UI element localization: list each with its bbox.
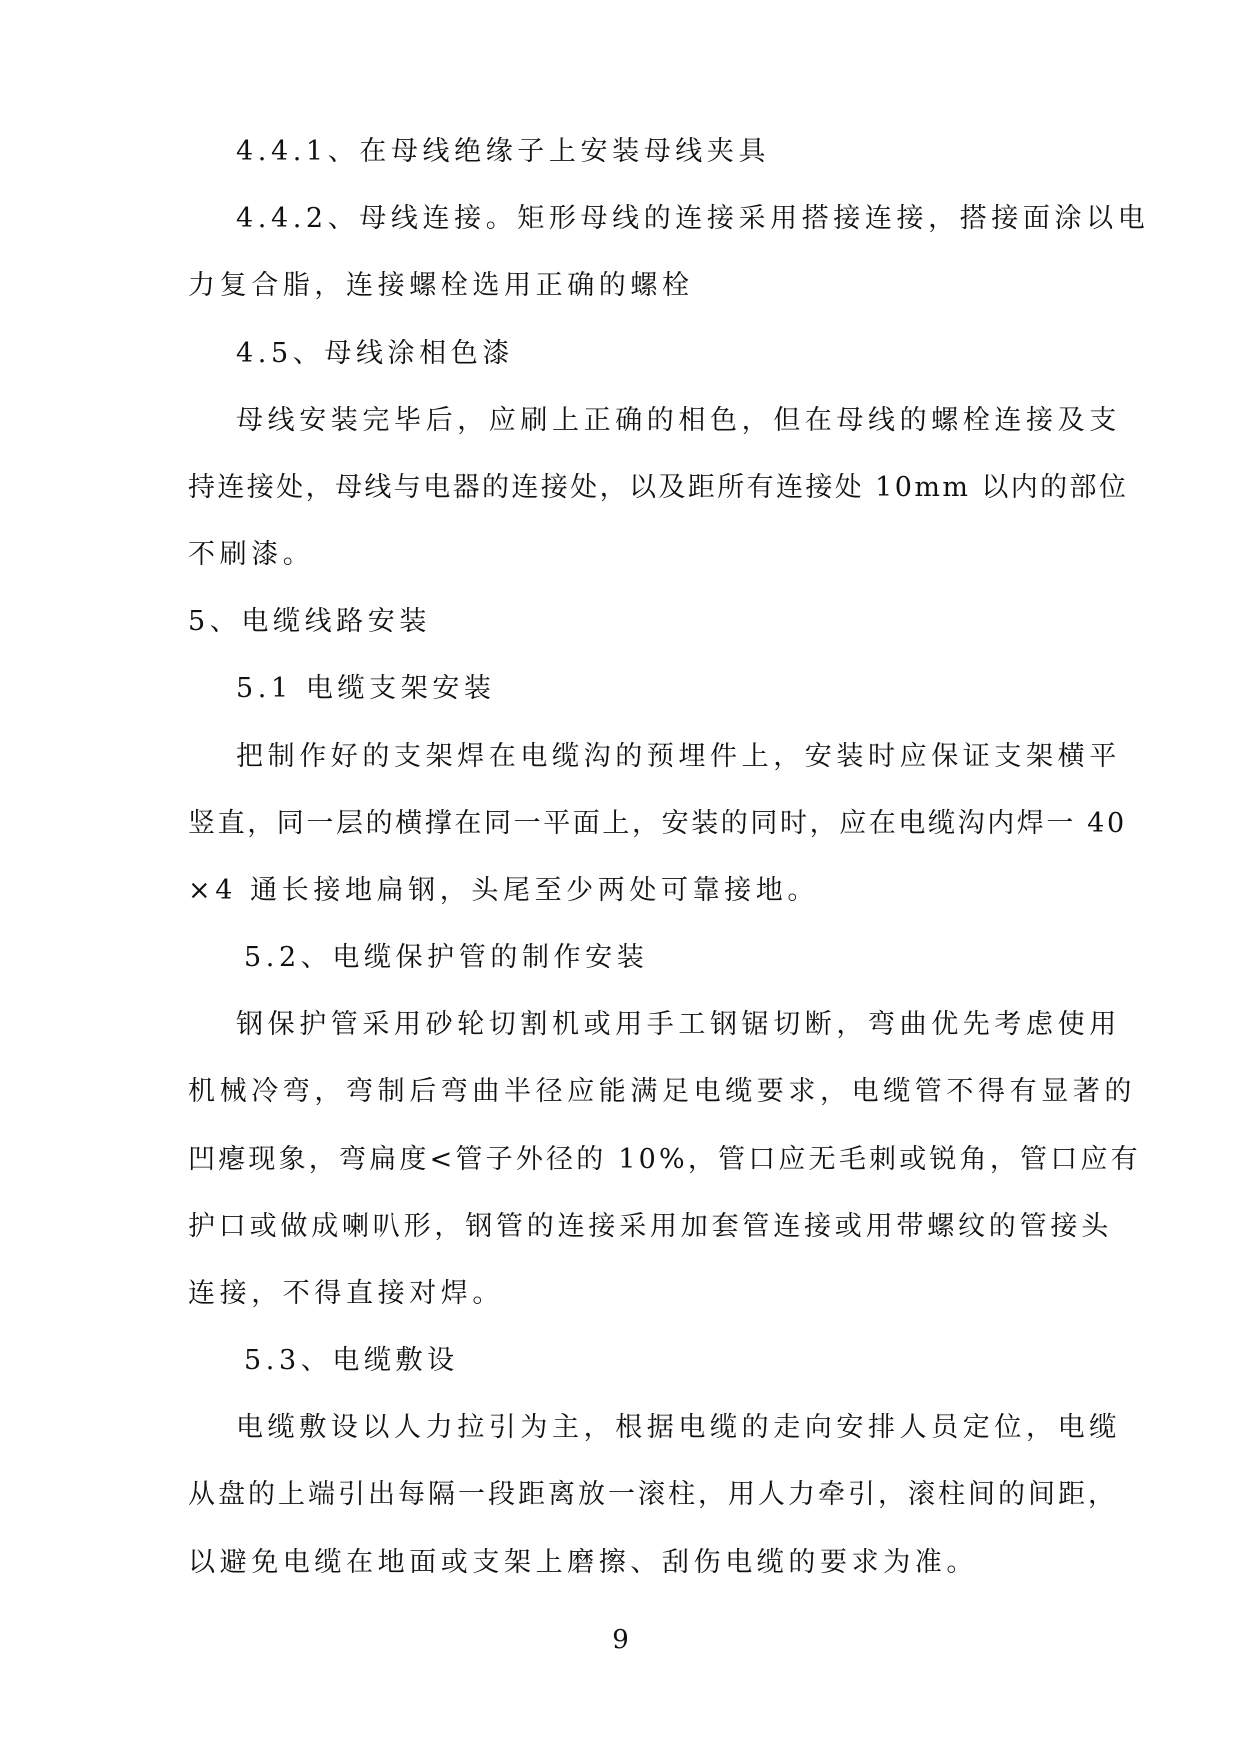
heading-4-5: 4.5、母线涂相色漆: [236, 338, 514, 369]
paragraph-4-5-line-3: 不刷漆。: [188, 539, 315, 570]
paragraph-4-4-2-line-1: 4.4.2、母线连接。矩形母线的连接采用搭接连接，搭接面涂以电: [236, 203, 1150, 234]
paragraph-5-1-line-3: ×4 通长接地扁钢，头尾至少两处可靠接地。: [188, 875, 819, 906]
paragraph-5-2-line-4: 护口或做成喇叭形，钢管的连接采用加套管连接或用带螺纹的管接头: [188, 1211, 1112, 1242]
heading-5-1: 5.1 电缆支架安装: [236, 673, 496, 704]
heading-4-4-1: 4.4.1、在母线绝缘子上安装母线夹具: [236, 136, 771, 167]
heading-5-2: 5.2、电缆保护管的制作安装: [244, 942, 649, 973]
paragraph-5-3-line-2: 从盘的上端引出每隔一段距离放一滚柱，用人力牵引，滚柱间的间距，: [188, 1479, 1118, 1510]
heading-5-3: 5.3、电缆敷设: [244, 1345, 459, 1376]
paragraph-5-1-line-2: 竖直，同一层的横撑在同一平面上，安装的同时，应在电缆沟内焊一 40: [188, 808, 1127, 839]
paragraph-4-4-2-line-2: 力复合脂，连接螺栓选用正确的螺栓: [188, 270, 694, 301]
paragraph-5-3-line-3: 以避免电缆在地面或支架上磨擦、刮伤电缆的要求为准。: [188, 1547, 978, 1578]
paragraph-5-2-line-3: 凹瘪现象，弯扁度<管子外径的 10%，管口应无毛刺或锐角，管口应有: [188, 1144, 1141, 1175]
paragraph-5-3-line-1: 电缆敷设以人力拉引为主，根据电缆的走向安排人员定位，电缆: [236, 1412, 1121, 1443]
heading-5: 5、电缆线路安装: [188, 606, 431, 637]
paragraph-4-5-line-1: 母线安装完毕后，应刷上正确的相色，但在母线的螺栓连接及支: [236, 405, 1121, 436]
paragraph-5-2-line-1: 钢保护管采用砂轮切割机或用手工钢锯切断，弯曲优先考虑使用: [236, 1009, 1121, 1040]
paragraph-4-5-line-2: 持连接处，母线与电器的连接处，以及距所有连接处 10mm 以内的部位: [188, 472, 1129, 503]
paragraph-5-1-line-1: 把制作好的支架焊在电缆沟的预埋件上，安装时应保证支架横平: [236, 741, 1121, 772]
page-number: 9: [612, 1625, 629, 1655]
paragraph-5-2-line-2: 机械冷弯，弯制后弯曲半径应能满足电缆要求，电缆管不得有显著的: [188, 1076, 1136, 1107]
paragraph-5-2-line-5: 连接，不得直接对焊。: [188, 1278, 504, 1309]
